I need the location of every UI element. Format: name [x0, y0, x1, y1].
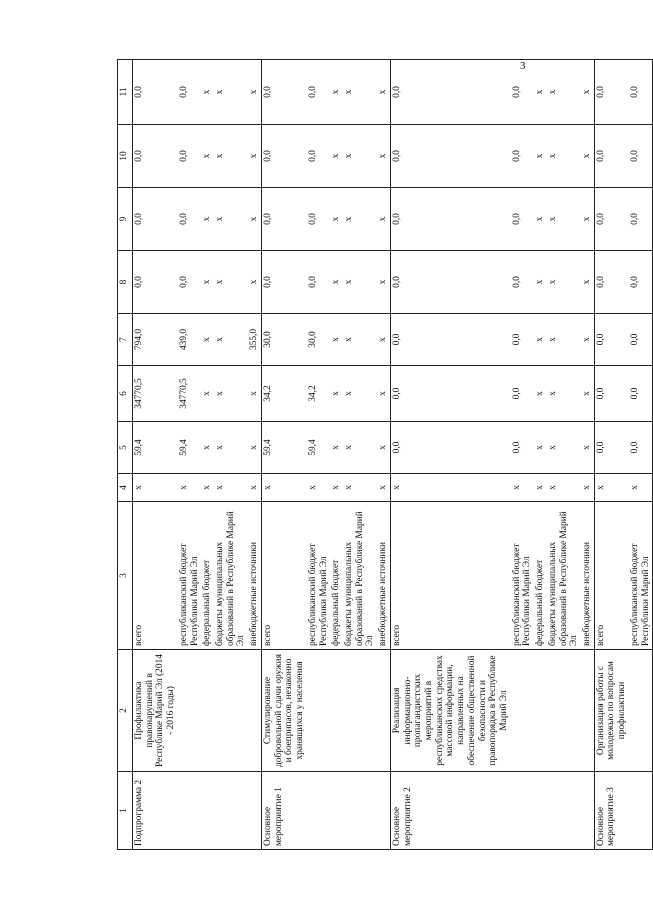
value-cell-col-11: х	[377, 60, 390, 125]
funding-source: республиканский бюджет Республики Марий Эл	[178, 502, 201, 650]
value-cell-col-6: 0,0	[511, 366, 534, 422]
value-cell-col-9: х	[248, 188, 261, 251]
value-cell-col-5: х	[534, 422, 547, 474]
value-cell-col-9: х	[201, 188, 214, 251]
value-cell-col-10: 0,0	[307, 125, 330, 188]
value-cell-col-4: х	[178, 474, 201, 502]
col-header-10: 10	[118, 125, 133, 188]
measure-name	[307, 650, 330, 772]
value-cell-col-10: х	[581, 125, 594, 188]
value-cell-col-9: 0,0	[261, 188, 306, 251]
table-row	[248, 60, 261, 850]
measure-name	[178, 650, 201, 772]
value-cell-col-10: х	[330, 125, 343, 188]
measure-name: Организация работы с молодежью по вопросам профилактики	[594, 650, 629, 772]
value-cell-col-5: 59,4	[261, 422, 306, 474]
budget-table	[117, 59, 653, 850]
value-cell-col-4: х	[547, 474, 581, 502]
value-cell-col-5: 0,0	[594, 422, 629, 474]
value-cell-col-8: 0,0	[629, 251, 653, 314]
value-cell-col-4: х	[629, 474, 653, 502]
value-cell-col-8: х	[547, 251, 581, 314]
value-cell-col-7: х	[330, 314, 343, 366]
value-cell-col-7: х	[534, 314, 547, 366]
value-cell-col-8: 0,0	[594, 251, 629, 314]
value-cell-col-9: х	[377, 188, 390, 251]
value-cell-col-4: х	[307, 474, 330, 502]
value-cell-col-5: х	[330, 422, 343, 474]
value-cell-col-11: х	[534, 60, 547, 125]
value-cell-col-6: х	[534, 366, 547, 422]
value-cell-col-4: х	[343, 474, 377, 502]
measure-code	[534, 772, 547, 850]
value-cell-col-11: х	[343, 60, 377, 125]
value-cell-col-4: х	[261, 474, 306, 502]
col-header-5: 5	[118, 422, 133, 474]
table-row	[261, 60, 306, 850]
value-cell-col-11: х	[547, 60, 581, 125]
value-cell-col-5: х	[214, 422, 248, 474]
funding-source: внебюджетные источники	[377, 502, 390, 650]
table-row	[377, 60, 390, 850]
table-row	[390, 60, 510, 850]
value-cell-col-4: х	[534, 474, 547, 502]
value-cell-col-6: х	[201, 366, 214, 422]
measure-name	[581, 650, 594, 772]
value-cell-col-6: 0,0	[594, 366, 629, 422]
measure-name	[377, 650, 390, 772]
measure-code	[330, 772, 343, 850]
measure-name: Реализация информационно-пропагандистских мероприятий в республиканских средствах массовой информации, направленных на обеспечение общественной безопасности и правопорядка в Республике Марий Эл	[390, 650, 510, 772]
value-cell-col-7: 794,0	[133, 314, 178, 366]
value-cell-col-11: х	[581, 60, 594, 125]
value-cell-col-9: 0,0	[133, 188, 178, 251]
measure-name	[629, 650, 653, 772]
value-cell-col-8: х	[343, 251, 377, 314]
measure-code	[178, 772, 201, 850]
value-cell-col-4: х	[390, 474, 510, 502]
table-row	[511, 60, 534, 850]
table-row	[534, 60, 547, 850]
table-row	[214, 60, 248, 850]
measure-name	[511, 650, 534, 772]
value-cell-col-9: х	[330, 188, 343, 251]
value-cell-col-9: х	[343, 188, 377, 251]
value-cell-col-4: х	[248, 474, 261, 502]
funding-source: федеральный бюджет	[330, 502, 343, 650]
value-cell-col-6: 0,0	[629, 366, 653, 422]
value-cell-col-6: 34,2	[307, 366, 330, 422]
funding-source: федеральный бюджет	[534, 502, 547, 650]
value-cell-col-5: х	[581, 422, 594, 474]
measure-name: Профилактика правонарушений в Республике Марий Эл (2014 - 2016 годы)	[133, 650, 178, 772]
value-cell-col-6: х	[248, 366, 261, 422]
funding-source: бюджеты муниципальных образований в Республике Марий Эл	[343, 502, 377, 650]
measure-code	[307, 772, 330, 850]
value-cell-col-8: 0,0	[511, 251, 534, 314]
value-cell-col-11: х	[248, 60, 261, 125]
col-header-1: 1	[118, 772, 133, 850]
col-header-9: 9	[118, 188, 133, 251]
value-cell-col-8: х	[377, 251, 390, 314]
value-cell-col-7: х	[377, 314, 390, 366]
value-cell-col-8: х	[214, 251, 248, 314]
value-cell-col-9: 0,0	[390, 188, 510, 251]
measure-code: Основное мероприятие 3	[594, 772, 629, 850]
value-cell-col-8: х	[581, 251, 594, 314]
value-cell-col-7: х	[201, 314, 214, 366]
value-cell-col-7: х	[581, 314, 594, 366]
table-row	[330, 60, 343, 850]
value-cell-col-10: х	[377, 125, 390, 188]
funding-source: всего	[594, 502, 629, 650]
measure-code	[581, 772, 594, 850]
value-cell-col-9: 0,0	[629, 188, 653, 251]
measure-code: Подпрограмма 2	[133, 772, 178, 850]
value-cell-col-11: 0,0	[133, 60, 178, 125]
value-cell-col-5: х	[377, 422, 390, 474]
col-header-3: 3	[118, 502, 133, 650]
value-cell-col-9: 0,0	[511, 188, 534, 251]
funding-source: всего	[261, 502, 306, 650]
funding-source: всего	[390, 502, 510, 650]
value-cell-col-6: х	[377, 366, 390, 422]
value-cell-col-10: 0,0	[390, 125, 510, 188]
value-cell-col-8: 0,0	[133, 251, 178, 314]
value-cell-col-8: х	[534, 251, 547, 314]
measure-code	[629, 772, 653, 850]
col-header-11: 11	[118, 60, 133, 125]
measure-code: Основное мероприятие 1	[261, 772, 306, 850]
table-body	[133, 60, 653, 850]
measure-code	[201, 772, 214, 850]
value-cell-col-10: х	[534, 125, 547, 188]
value-cell-col-5: 59,4	[178, 422, 201, 474]
col-header-7: 7	[118, 314, 133, 366]
value-cell-col-7: 30,0	[261, 314, 306, 366]
table-row	[594, 60, 629, 850]
value-cell-col-4: х	[133, 474, 178, 502]
funding-source: бюджеты муниципальных образований в Республике Марий Эл	[547, 502, 581, 650]
value-cell-col-4: х	[214, 474, 248, 502]
measure-code	[248, 772, 261, 850]
value-cell-col-4: х	[581, 474, 594, 502]
value-cell-col-7: 355,0	[248, 314, 261, 366]
funding-source: республиканский бюджет Республики Марий Эл	[629, 502, 653, 650]
value-cell-col-10: х	[547, 125, 581, 188]
value-cell-col-10: 0,0	[511, 125, 534, 188]
value-cell-col-8: 0,0	[390, 251, 510, 314]
value-cell-col-11: 0,0	[594, 60, 629, 125]
funding-source: бюджеты муниципальных образований в Республике Марий Эл	[214, 502, 248, 650]
col-header-4: 4	[118, 474, 133, 502]
value-cell-col-9: х	[534, 188, 547, 251]
value-cell-col-8: х	[201, 251, 214, 314]
value-cell-col-6: х	[214, 366, 248, 422]
value-cell-col-4: х	[201, 474, 214, 502]
value-cell-col-5: х	[547, 422, 581, 474]
value-cell-col-10: х	[214, 125, 248, 188]
value-cell-col-8: 0,0	[178, 251, 201, 314]
table-row	[201, 60, 214, 850]
value-cell-col-8: х	[330, 251, 343, 314]
value-cell-col-10: 0,0	[178, 125, 201, 188]
page-number: 3	[520, 60, 526, 72]
value-cell-col-11: 0,0	[178, 60, 201, 125]
measure-code	[214, 772, 248, 850]
value-cell-col-4: х	[594, 474, 629, 502]
value-cell-col-9: 0,0	[307, 188, 330, 251]
rotated-table-container	[117, 60, 651, 850]
measure-code	[343, 772, 377, 850]
table-row	[307, 60, 330, 850]
value-cell-col-11: 0,0	[261, 60, 306, 125]
value-cell-col-7: 30,0	[307, 314, 330, 366]
value-cell-col-7: 0,0	[390, 314, 510, 366]
measure-name	[201, 650, 214, 772]
value-cell-col-7: 0,0	[629, 314, 653, 366]
value-cell-col-10: 0,0	[261, 125, 306, 188]
value-cell-col-7: х	[214, 314, 248, 366]
value-cell-col-4: х	[377, 474, 390, 502]
value-cell-col-5: х	[201, 422, 214, 474]
measure-name	[248, 650, 261, 772]
value-cell-col-9: х	[214, 188, 248, 251]
funding-source: всего	[133, 502, 178, 650]
measure-code	[377, 772, 390, 850]
value-cell-col-5: х	[248, 422, 261, 474]
value-cell-col-7: 439,0	[178, 314, 201, 366]
value-cell-col-11: х	[214, 60, 248, 125]
measure-name	[330, 650, 343, 772]
value-cell-col-5: 0,0	[511, 422, 534, 474]
value-cell-col-11: 0,0	[511, 60, 534, 125]
col-header-6: 6	[118, 366, 133, 422]
table-row	[581, 60, 594, 850]
value-cell-col-6: х	[581, 366, 594, 422]
measure-name	[547, 650, 581, 772]
value-cell-col-9: х	[547, 188, 581, 251]
value-cell-col-6: 34770,5	[133, 366, 178, 422]
value-cell-col-7: х	[343, 314, 377, 366]
table-row	[547, 60, 581, 850]
value-cell-col-5: х	[343, 422, 377, 474]
value-cell-col-10: 0,0	[133, 125, 178, 188]
value-cell-col-6: х	[330, 366, 343, 422]
value-cell-col-8: х	[248, 251, 261, 314]
value-cell-col-10: х	[248, 125, 261, 188]
funding-source: республиканский бюджет Республики Марий Эл	[511, 502, 534, 650]
measure-code	[511, 772, 534, 850]
value-cell-col-6: 0,0	[390, 366, 510, 422]
measure-name	[214, 650, 248, 772]
value-cell-col-10: х	[343, 125, 377, 188]
value-cell-col-11: х	[201, 60, 214, 125]
value-cell-col-11: х	[330, 60, 343, 125]
value-cell-col-9: 0,0	[178, 188, 201, 251]
funding-source: республиканский бюджет Республики Марий Эл	[307, 502, 330, 650]
measure-name: Стимулирование добровольной сдачи оружия и боеприпасов, незаконно хранящихся у населения	[261, 650, 306, 772]
col-header-2: 2	[118, 650, 133, 772]
value-cell-col-11: 0,0	[629, 60, 653, 125]
value-cell-col-5: 0,0	[390, 422, 510, 474]
table-row	[629, 60, 653, 850]
col-header-8: 8	[118, 251, 133, 314]
value-cell-col-10: 0,0	[629, 125, 653, 188]
value-cell-col-11: 0,0	[307, 60, 330, 125]
value-cell-col-8: 0,0	[261, 251, 306, 314]
value-cell-col-6: 34,2	[261, 366, 306, 422]
value-cell-col-7: 0,0	[594, 314, 629, 366]
value-cell-col-7: 0,0	[511, 314, 534, 366]
value-cell-col-6: х	[547, 366, 581, 422]
value-cell-col-10: х	[201, 125, 214, 188]
measure-code	[547, 772, 581, 850]
value-cell-col-6: х	[343, 366, 377, 422]
value-cell-col-6: 34770,5	[178, 366, 201, 422]
header-row	[118, 60, 133, 850]
value-cell-col-8: 0,0	[307, 251, 330, 314]
value-cell-col-7: х	[547, 314, 581, 366]
funding-source: внебюджетные источники	[248, 502, 261, 650]
table-row	[343, 60, 377, 850]
value-cell-col-9: 0,0	[594, 188, 629, 251]
value-cell-col-9: х	[581, 188, 594, 251]
measure-name	[534, 650, 547, 772]
funding-source: внебюджетные источники	[581, 502, 594, 650]
measure-code: Основное мероприятие 2	[390, 772, 510, 850]
value-cell-col-4: х	[330, 474, 343, 502]
value-cell-col-10: 0,0	[594, 125, 629, 188]
table-row	[133, 60, 178, 850]
table-row	[178, 60, 201, 850]
measure-name	[343, 650, 377, 772]
funding-source: федеральный бюджет	[201, 502, 214, 650]
value-cell-col-5: 59,4	[307, 422, 330, 474]
value-cell-col-5: 59,4	[133, 422, 178, 474]
value-cell-col-4: х	[511, 474, 534, 502]
value-cell-col-5: 0,0	[629, 422, 653, 474]
value-cell-col-11: 0,0	[390, 60, 510, 125]
